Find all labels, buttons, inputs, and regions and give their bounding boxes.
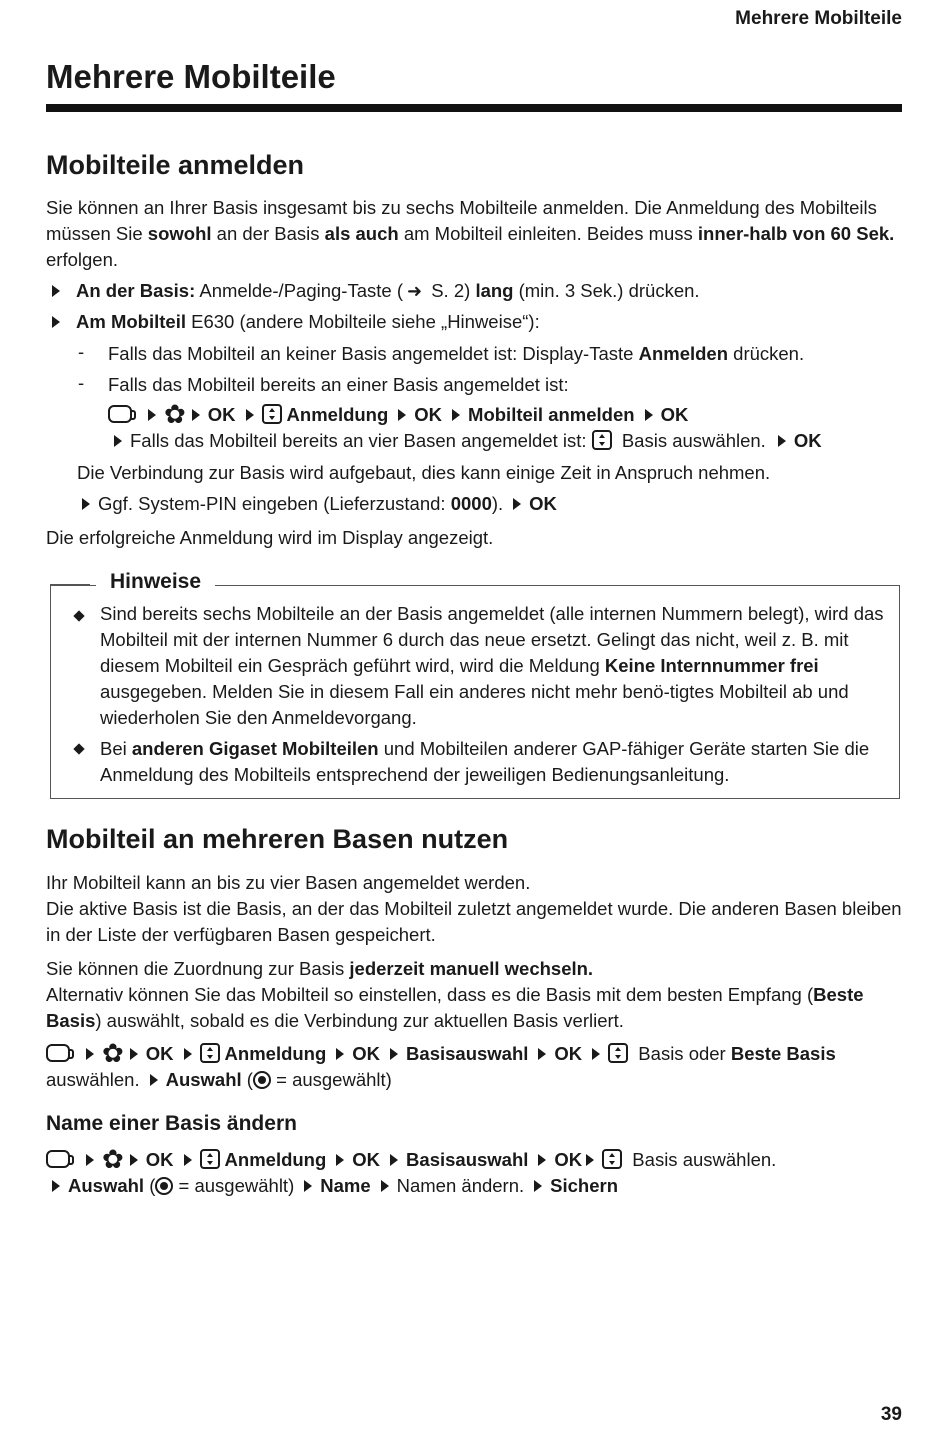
chapter-title: Mehrere Mobilteile (46, 58, 336, 95)
nav-key-icon (200, 1149, 220, 1169)
gear-icon: ✿ (102, 1144, 124, 1174)
sub-step-four-bases: Falls das Mobilteil bereits an vier Basen angemeldet ist: Basis auswählen. OK (112, 428, 822, 454)
section-title-mehrere-basen: Mobilteil an mehreren Basen nutzen (46, 824, 509, 854)
path-arrow (778, 435, 786, 447)
path-arrow (150, 1074, 158, 1086)
success-text: Die erfolgreiche Anmeldung wird im Display angezeigt. (46, 527, 494, 548)
menu-key-icon (46, 1150, 70, 1168)
path-arrow (86, 1048, 94, 1060)
path-arrow (538, 1048, 546, 1060)
radio-selected-icon (253, 1071, 271, 1089)
menu-key-icon (46, 1044, 70, 1062)
path-arrow (246, 409, 254, 421)
path-arrow (52, 1180, 60, 1192)
pin-step: Ggf. System-PIN eingeben (Lieferzustand: 0000). OK (80, 491, 557, 517)
path-arrow (192, 409, 200, 421)
nav-key-icon (592, 430, 612, 450)
path-arrow (148, 409, 156, 421)
path-arrow (645, 409, 653, 421)
section2-p4: Alternativ können Sie das Mobilteil so einstellen, dass es die Basis mit dem besten Empfang (Beste Basis) auswählt, sobald es die Verbindung zur aktuellen Basis verliert. (46, 984, 864, 1031)
step-base: An der Basis: Anmelde-/Paging-Taste ( ➜ S. 2) lang (min. 3 Sek.) drücken. (50, 278, 700, 304)
path-arrow (184, 1154, 192, 1166)
path-arrow (336, 1154, 344, 1166)
path-arrow (513, 498, 521, 510)
menu-key-icon (108, 405, 132, 423)
sub-step-registered: Falls das Mobilteil bereits an einer Basis angemeldet ist: (108, 374, 569, 395)
nav-key-icon (262, 404, 282, 424)
path-arrow (398, 409, 406, 421)
menu-path-3: ✿ OK Anmeldung OK Basisauswahl OK Basis auswählen. (46, 1147, 776, 1173)
step-handset: Am Mobilteil E630 (andere Mobilteile siehe „Hinweise“): (50, 309, 540, 335)
path-arrow (86, 1154, 94, 1166)
nav-key-icon (602, 1149, 622, 1169)
page-number: 39 (880, 1404, 902, 1425)
running-header: Mehrere Mobilteile (735, 8, 902, 29)
section2-p3: Sie können die Zuordnung zur Basis jederzeit manuell wechseln. (46, 958, 594, 979)
nav-key-icon (608, 1043, 628, 1063)
path-arrow (381, 1180, 389, 1192)
path-arrow (538, 1154, 546, 1166)
nav-key-icon (200, 1043, 220, 1063)
path-arrow (82, 498, 90, 510)
section1-intro: Sie können an Ihrer Basis insgesamt bis zu sechs Mobilteile anmelden. Die Anmeldung des Mobilteils müssen Sie sowohl an der Basis als auch am Mobilteil einleiten. Beides muss inner-halb von 60 Sek. erfolgen. (46, 197, 895, 270)
gear-icon: ✿ (164, 399, 186, 429)
path-arrow (390, 1048, 398, 1060)
step-arrow (52, 316, 60, 328)
path-arrow (130, 1154, 138, 1166)
path-arrow (130, 1048, 138, 1060)
menu-path-3-line2: Auswahl ( = ausgewählt) Name Namen ändern. Sichern (50, 1173, 618, 1199)
right-arrow-icon: ➜ (406, 281, 423, 301)
connect-text: Die Verbindung zur Basis wird aufgebaut, dies kann einige Zeit in Anspruch nehmen. (77, 462, 771, 483)
section2-body (46, 870, 902, 1034)
chapter-rule (46, 104, 902, 112)
section-title-anmelden: Mobilteile anmelden (46, 150, 305, 180)
path-arrow (336, 1048, 344, 1060)
menu-path-1: ✿ OK Anmeldung OK Mobilteil anmelden OK (108, 402, 688, 428)
step-arrow (52, 285, 60, 297)
gear-icon: ✿ (102, 1038, 124, 1068)
path-arrow (586, 1154, 594, 1166)
path-arrow (452, 409, 460, 421)
menu-path-2-line2: auswählen. Auswahl ( = ausgewählt) (46, 1069, 392, 1090)
note-2: Bei anderen Gigaset Mobilteilen und Mobilteilen anderer GAP-fähiger Geräte starten Sie die Anmeldung des Mobilteils entsprechend der jeweiligen Bedienungsanleitung. (100, 738, 870, 785)
subsection-title: Name einer Basis ändern (46, 1112, 297, 1135)
radio-selected-icon (155, 1177, 173, 1195)
dash-2: - (78, 372, 85, 393)
section2-p2: Die aktive Basis ist die Basis, an der das Mobilteil zuletzt angemeldet wurde. Die anderen Basen bleiben in der Liste der verfügbaren Basen gespeichert. (46, 898, 902, 945)
path-arrow (304, 1180, 312, 1192)
notes-rule-left (50, 584, 90, 586)
note-1: Sind bereits sechs Mobilteile an der Basis angemeldet (alle internen Nummern belegt), wird das Mobilteil mit der internen Nummer 6 durch das neue ersetzt. Gelingt das nicht, weil z. B. mit diesem Mobilteil ein Gespräch geführt wird, wird die Meldung Keine Internnummer frei ausgegeben. Melden Sie in diesem Fall ein anderes nicht mehr benö-tigtes Mobilteil ab und wiederholen Sie den Anmeldevorgang. (100, 603, 884, 728)
path-arrow (592, 1048, 600, 1060)
sub-step-not-registered: Falls das Mobilteil an keiner Basis angemeldet ist: Display-Taste Anmelden drücken. (108, 343, 805, 364)
path-arrow (184, 1048, 192, 1060)
dash-1: - (78, 341, 85, 362)
menu-path-2: ✿ OK Anmeldung OK Basisauswahl OK Basis oder Beste Basis (46, 1041, 836, 1067)
section2-p1: Ihr Mobilteil kann an bis zu vier Basen angemeldet werden. (46, 872, 531, 893)
path-arrow (534, 1180, 542, 1192)
path-arrow (390, 1154, 398, 1166)
notes-title: Hinweise (96, 570, 215, 594)
path-arrow (114, 435, 122, 447)
